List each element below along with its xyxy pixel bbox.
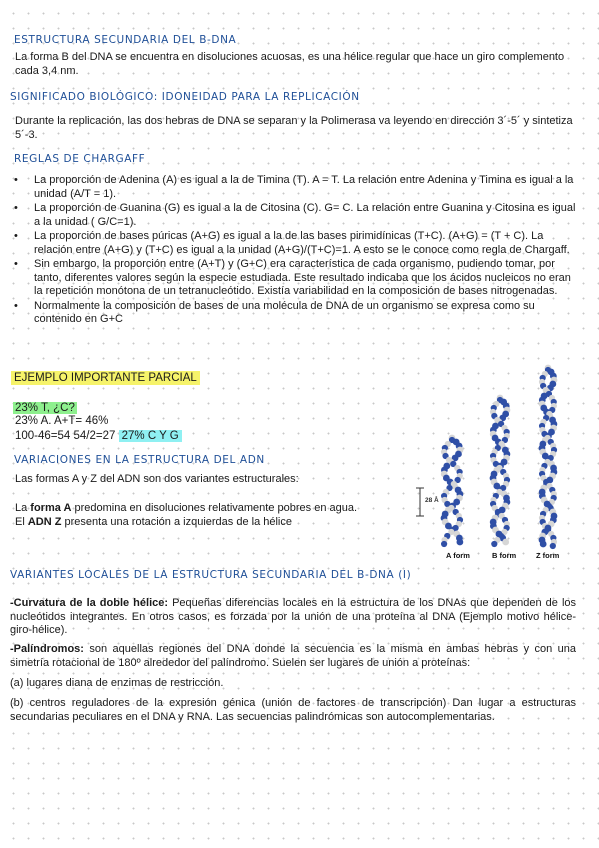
variaciones-adn-z [15, 516, 410, 530]
text-fragment: predomina en disoluciones relativamente pobres en agua. [71, 502, 358, 514]
paragraph-b-dna: La forma B del DNA se encuentra en disoluciones acuosas, es una hélice regular que hace un giro complemento cada 3,4 nm. [15, 51, 565, 77]
heading-b-dna: ESTRUCTURA SECUNDARIA DEL B-DNA [14, 34, 237, 46]
a-form-helix [441, 435, 464, 547]
helix-atom [491, 541, 497, 547]
helix-atom [502, 539, 509, 546]
paragraph-curvatura [10, 597, 576, 638]
list-item: • La proporción de Adenina (A) es igual a la de Timina (T). A = T. La relación entre Adenina y Timina es igual a la unidad (A/T = 1). [14, 174, 582, 201]
palindromos-bold: -Palíndromos: [10, 643, 84, 655]
helix-atom [540, 541, 547, 548]
list-item: • La proporción de bases púricas (A+G) es igual a la de las bases pirimidínicas (T+C). (A+G) = (T + C). La relación entre (A+G) y (T+C) es igual a la unidad (A+G)/(T+C)=1. A esto se le conoce como regla de Chargaff. [14, 230, 582, 257]
ejemplo-line-2: 23% A. A+T= 46% [15, 415, 109, 427]
forma-a-bold: forma A [30, 502, 72, 514]
helix-atom [550, 543, 556, 549]
scale-bar [416, 488, 439, 516]
list-item: • La proporción de Guanina (G) es igual a la de Citosina (C). G= C. La relación entre Guanina y Citosina es igual a la unidad ( G/C=1). [14, 202, 582, 229]
b-form-helix [490, 395, 511, 547]
z-form-label: Z form [536, 551, 560, 560]
heading-variaciones: VARIACIONES EN LA ESTRUCTURA DEL ADN [14, 454, 265, 466]
paragraph-significado: Durante la replicación, las dos hebras de DNA se separan y la Polimerasa va leyendo en dirección 3´-5´ y sintetiza 5´-3. [15, 115, 573, 141]
variaciones-forma-a [15, 502, 410, 516]
ejemplo-answer: 27% C Y G [119, 430, 182, 442]
text-fragment: La [15, 502, 31, 514]
heading-significado: SIGNIFICADO BIOLÓGICO: IDONEIDAD PARA LA REPLICACIÓN [10, 91, 360, 103]
list-item: • Normalmente la composición de bases de una molécula de DNA de un organismo se expresa como su contenido en G+C [14, 300, 582, 327]
ejemplo-question: 23% T, ¿C? [15, 402, 75, 414]
variaciones-intro: Las formas A y Z del ADN son dos variantes estructurales: [15, 473, 299, 485]
b-form-label: B form [492, 551, 517, 560]
text-fragment: Pequeñas diferencias locales en la estructura de los DNAs que dependen de los nucleótidos integrantes. En otros casos, es forzada por la unión de una proteína al DNA (Ejemplo motivo hélice-giro-hélice). [10, 597, 576, 636]
item-a: (a) lugares diana de enzimas de restricción. [10, 677, 224, 689]
heading-chargaff: REGLAS DE CHARGAFF [14, 153, 146, 165]
z-form-helix [539, 365, 558, 549]
heading-variantes: VARIANTES LOCALES DE LA ESTRUCTURA SECUNDARIA DEL B-DNA (I) [10, 569, 412, 581]
scale-label: 28 Å [425, 497, 439, 504]
paragraph-palindromos [10, 643, 576, 670]
a-form-label: A form [446, 551, 470, 560]
helix-atom [456, 539, 463, 546]
text-fragment: El [15, 516, 28, 528]
text-fragment: son aquellas regiones del DNA donde la secuencia es la misma en ambas hebras y con una simetría rotacional de 180º alrededor del palíndromo. Suelen ser lugares de unión a proteínas: [10, 643, 576, 669]
list-item: • Sin embargo, la proporción entre (A+T) y (G+C) era característica de cada organismo, pudiendo tomar, por tanto, diferentes valores según la especie estudiada. Este resultado indicaba que los ácidos nucleicos no eran la repetición monótona de un tetranucleótido. Existía variabilidad en la composición de bases nitrogenadas. [14, 258, 582, 299]
curvatura-bold: -Curvatura de la doble hélice: [10, 597, 169, 609]
adn-z-bold: ADN Z [27, 516, 62, 528]
ejemplo-highlight: EJEMPLO IMPORTANTE PARCIAL [11, 371, 200, 385]
text-fragment: presenta una rotación a izquierdas de la hélice [61, 516, 292, 528]
dna-forms-figure [412, 358, 576, 564]
chargaff-list [14, 174, 582, 328]
helix-atom [441, 541, 447, 547]
item-b: (b) centros reguladores de la expresión génica (unión de factores de transcripción) Dan lugar a estructuras secundarias peculiares en el DNA y RNA. Las secuencias palindrómicas son autocomplementarias. [10, 697, 576, 723]
ejemplo-calc: 100-46=54 54/2=27 [15, 430, 119, 442]
